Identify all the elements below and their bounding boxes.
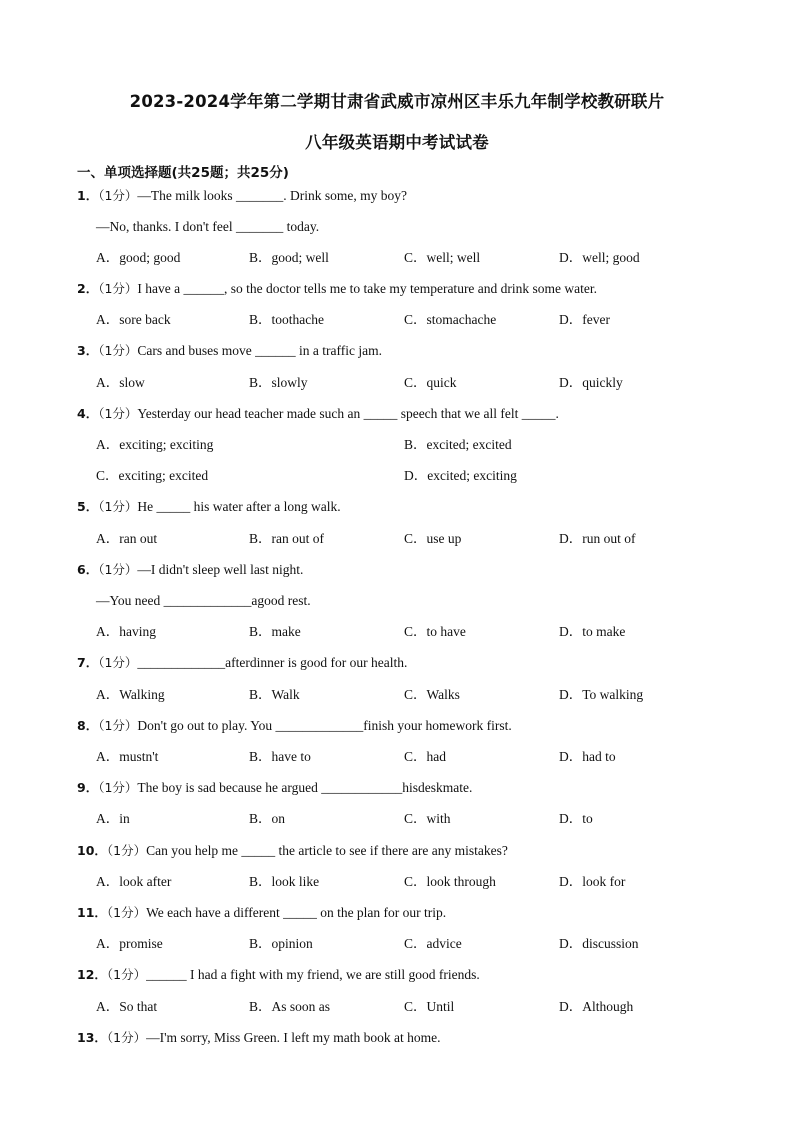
question-9-options [96, 809, 716, 829]
option-c: C．exciting; excited [96, 468, 209, 483]
question-11-options [96, 934, 716, 954]
question-10-stem [77, 841, 508, 861]
question-4-options-row1 [96, 435, 716, 455]
question-12-options [96, 997, 716, 1017]
option-c: C．Until [404, 999, 455, 1014]
exam-title-line1: 2023-2024学年第二学期甘肃省武威市凉州区丰乐九年制学校教研联片 [129, 92, 665, 111]
question-4-options-row2 [96, 466, 716, 486]
option-b: B．on [249, 811, 286, 826]
question-score: （1分） [98, 406, 138, 421]
option-d: D．To walking [559, 687, 644, 702]
question-6-options [96, 622, 716, 642]
option-a: A．ran out [96, 531, 158, 546]
option-a: A．So that [96, 999, 158, 1014]
question-6-stem [77, 560, 303, 580]
question-score: （1分） [106, 1030, 147, 1045]
question-3-stem [77, 341, 382, 361]
question-number: 12． [77, 967, 107, 982]
option-d: D．excited; exciting [404, 468, 517, 483]
question-number: 11． [77, 905, 107, 920]
option-c: C．well; well [404, 250, 481, 265]
option-b: B．ran out of [249, 531, 324, 546]
option-b: B．make [249, 624, 301, 639]
question-number: 10． [77, 843, 107, 858]
option-b: B．toothache [249, 312, 324, 327]
question-number: 1． [77, 188, 99, 203]
option-b: B．look like [249, 874, 320, 889]
option-d: D．fever [559, 312, 610, 327]
question-score: （1分） [106, 843, 147, 858]
option-a: A．look after [96, 874, 172, 889]
option-a: A．good; good [96, 250, 181, 265]
option-a: A．promise [96, 936, 163, 951]
question-text: We each have a different _____ on the plan for our trip. [146, 905, 447, 920]
question-13-stem [77, 1028, 441, 1048]
question-text: Don't go out to play. You _____________finish your homework first. [137, 718, 512, 733]
question-5-options [96, 529, 716, 549]
option-b: B．excited; excited [404, 437, 512, 452]
option-d: D．quickly [559, 375, 623, 390]
question-text: Can you help me _____ the article to see if there are any mistakes? [146, 843, 508, 858]
question-6-sub: —You need _____________agood rest. [96, 593, 311, 608]
option-c: C．quick [404, 375, 457, 390]
option-d: D．look for [559, 874, 626, 889]
option-c: C．with [404, 811, 451, 826]
question-text: I have a ______, so the doctor tells me to take my temperature and drink some water. [137, 281, 598, 296]
option-a: A．having [96, 624, 156, 639]
question-score: （1分） [98, 281, 138, 296]
question-text: The boy is sad because he argued ____________hisdeskmate. [137, 780, 473, 795]
option-c: C．advice [404, 936, 462, 951]
question-7-stem [77, 653, 407, 673]
question-text: Cars and buses move ______ in a traffic jam. [137, 343, 382, 358]
option-d: D．had to [559, 749, 616, 764]
question-10-options [96, 872, 716, 892]
question-text: ______ I had a fight with my friend, we are still good friends. [146, 967, 480, 982]
question-8-stem [77, 716, 512, 736]
question-2-stem [77, 279, 597, 299]
option-c: C．stomachache [404, 312, 497, 327]
option-a: A．sore back [96, 312, 171, 327]
question-number: 5． [77, 499, 99, 514]
option-a: A．slow [96, 375, 145, 390]
question-score: （1分） [98, 718, 138, 733]
question-2-options [96, 310, 716, 330]
question-number: 6． [77, 562, 99, 577]
question-number: 3． [77, 343, 99, 358]
option-c: C．look through [404, 874, 496, 889]
option-b: B．As soon as [249, 999, 331, 1014]
question-9-stem [77, 778, 472, 798]
question-11-stem [77, 903, 446, 923]
option-d: D．to make [559, 624, 626, 639]
question-12-stem [77, 965, 480, 985]
option-b: B．have to [249, 749, 311, 764]
question-score: （1分） [98, 780, 138, 795]
option-c: C．to have [404, 624, 466, 639]
question-score: （1分） [98, 562, 138, 577]
question-3-options [96, 373, 716, 393]
option-d: D．discussion [559, 936, 639, 951]
question-1-options [96, 248, 716, 268]
question-text: _____________afterdinner is good for our health. [137, 655, 408, 670]
exam-title-line2: 八年级英语期中考试试卷 [305, 133, 489, 152]
question-score: （1分） [98, 655, 138, 670]
question-number: 13． [77, 1030, 107, 1045]
question-text: Yesterday our head teacher made such an _____ speech that we all felt _____. [137, 406, 559, 421]
option-b: B．slowly [249, 375, 308, 390]
question-8-options [96, 747, 716, 767]
option-c: C．Walks [404, 687, 460, 702]
option-b: B．good; well [249, 250, 329, 265]
question-4-stem [77, 404, 559, 424]
option-a: A．Walking [96, 687, 165, 702]
option-a: A．mustn't [96, 749, 159, 764]
question-number: 2． [77, 281, 99, 296]
question-text: —I didn't sleep well last night. [137, 562, 304, 577]
question-number: 7． [77, 655, 99, 670]
question-text: He _____ his water after a long walk. [137, 499, 341, 514]
option-c: C．had [404, 749, 446, 764]
question-score: （1分） [98, 343, 138, 358]
question-number: 8． [77, 718, 99, 733]
question-1-sub: —No, thanks. I don't feel _______ today. [96, 219, 320, 234]
question-score: （1分） [98, 188, 138, 203]
question-number: 9． [77, 780, 99, 795]
option-a: A．in [96, 811, 130, 826]
section-heading: 一、单项选择题(共25题；共25分) [77, 165, 289, 181]
question-score: （1分） [106, 905, 147, 920]
option-d: D．well; good [559, 250, 640, 265]
question-score: （1分） [98, 499, 138, 514]
question-number: 4． [77, 406, 99, 421]
question-score: （1分） [106, 967, 147, 982]
question-text: —I'm sorry, Miss Green. I left my math book at home. [146, 1030, 441, 1045]
question-text: —The milk looks _______. Drink some, my boy? [137, 188, 408, 203]
option-c: C．use up [404, 531, 462, 546]
option-b: B．Walk [249, 687, 300, 702]
question-5-stem [77, 497, 341, 517]
question-7-options [96, 685, 716, 705]
option-d: D．Although [559, 999, 634, 1014]
option-a: A．exciting; exciting [96, 437, 214, 452]
option-d: D．to [559, 811, 593, 826]
question-1-stem [77, 186, 407, 206]
option-b: B．opinion [249, 936, 313, 951]
option-d: D．run out of [559, 531, 636, 546]
